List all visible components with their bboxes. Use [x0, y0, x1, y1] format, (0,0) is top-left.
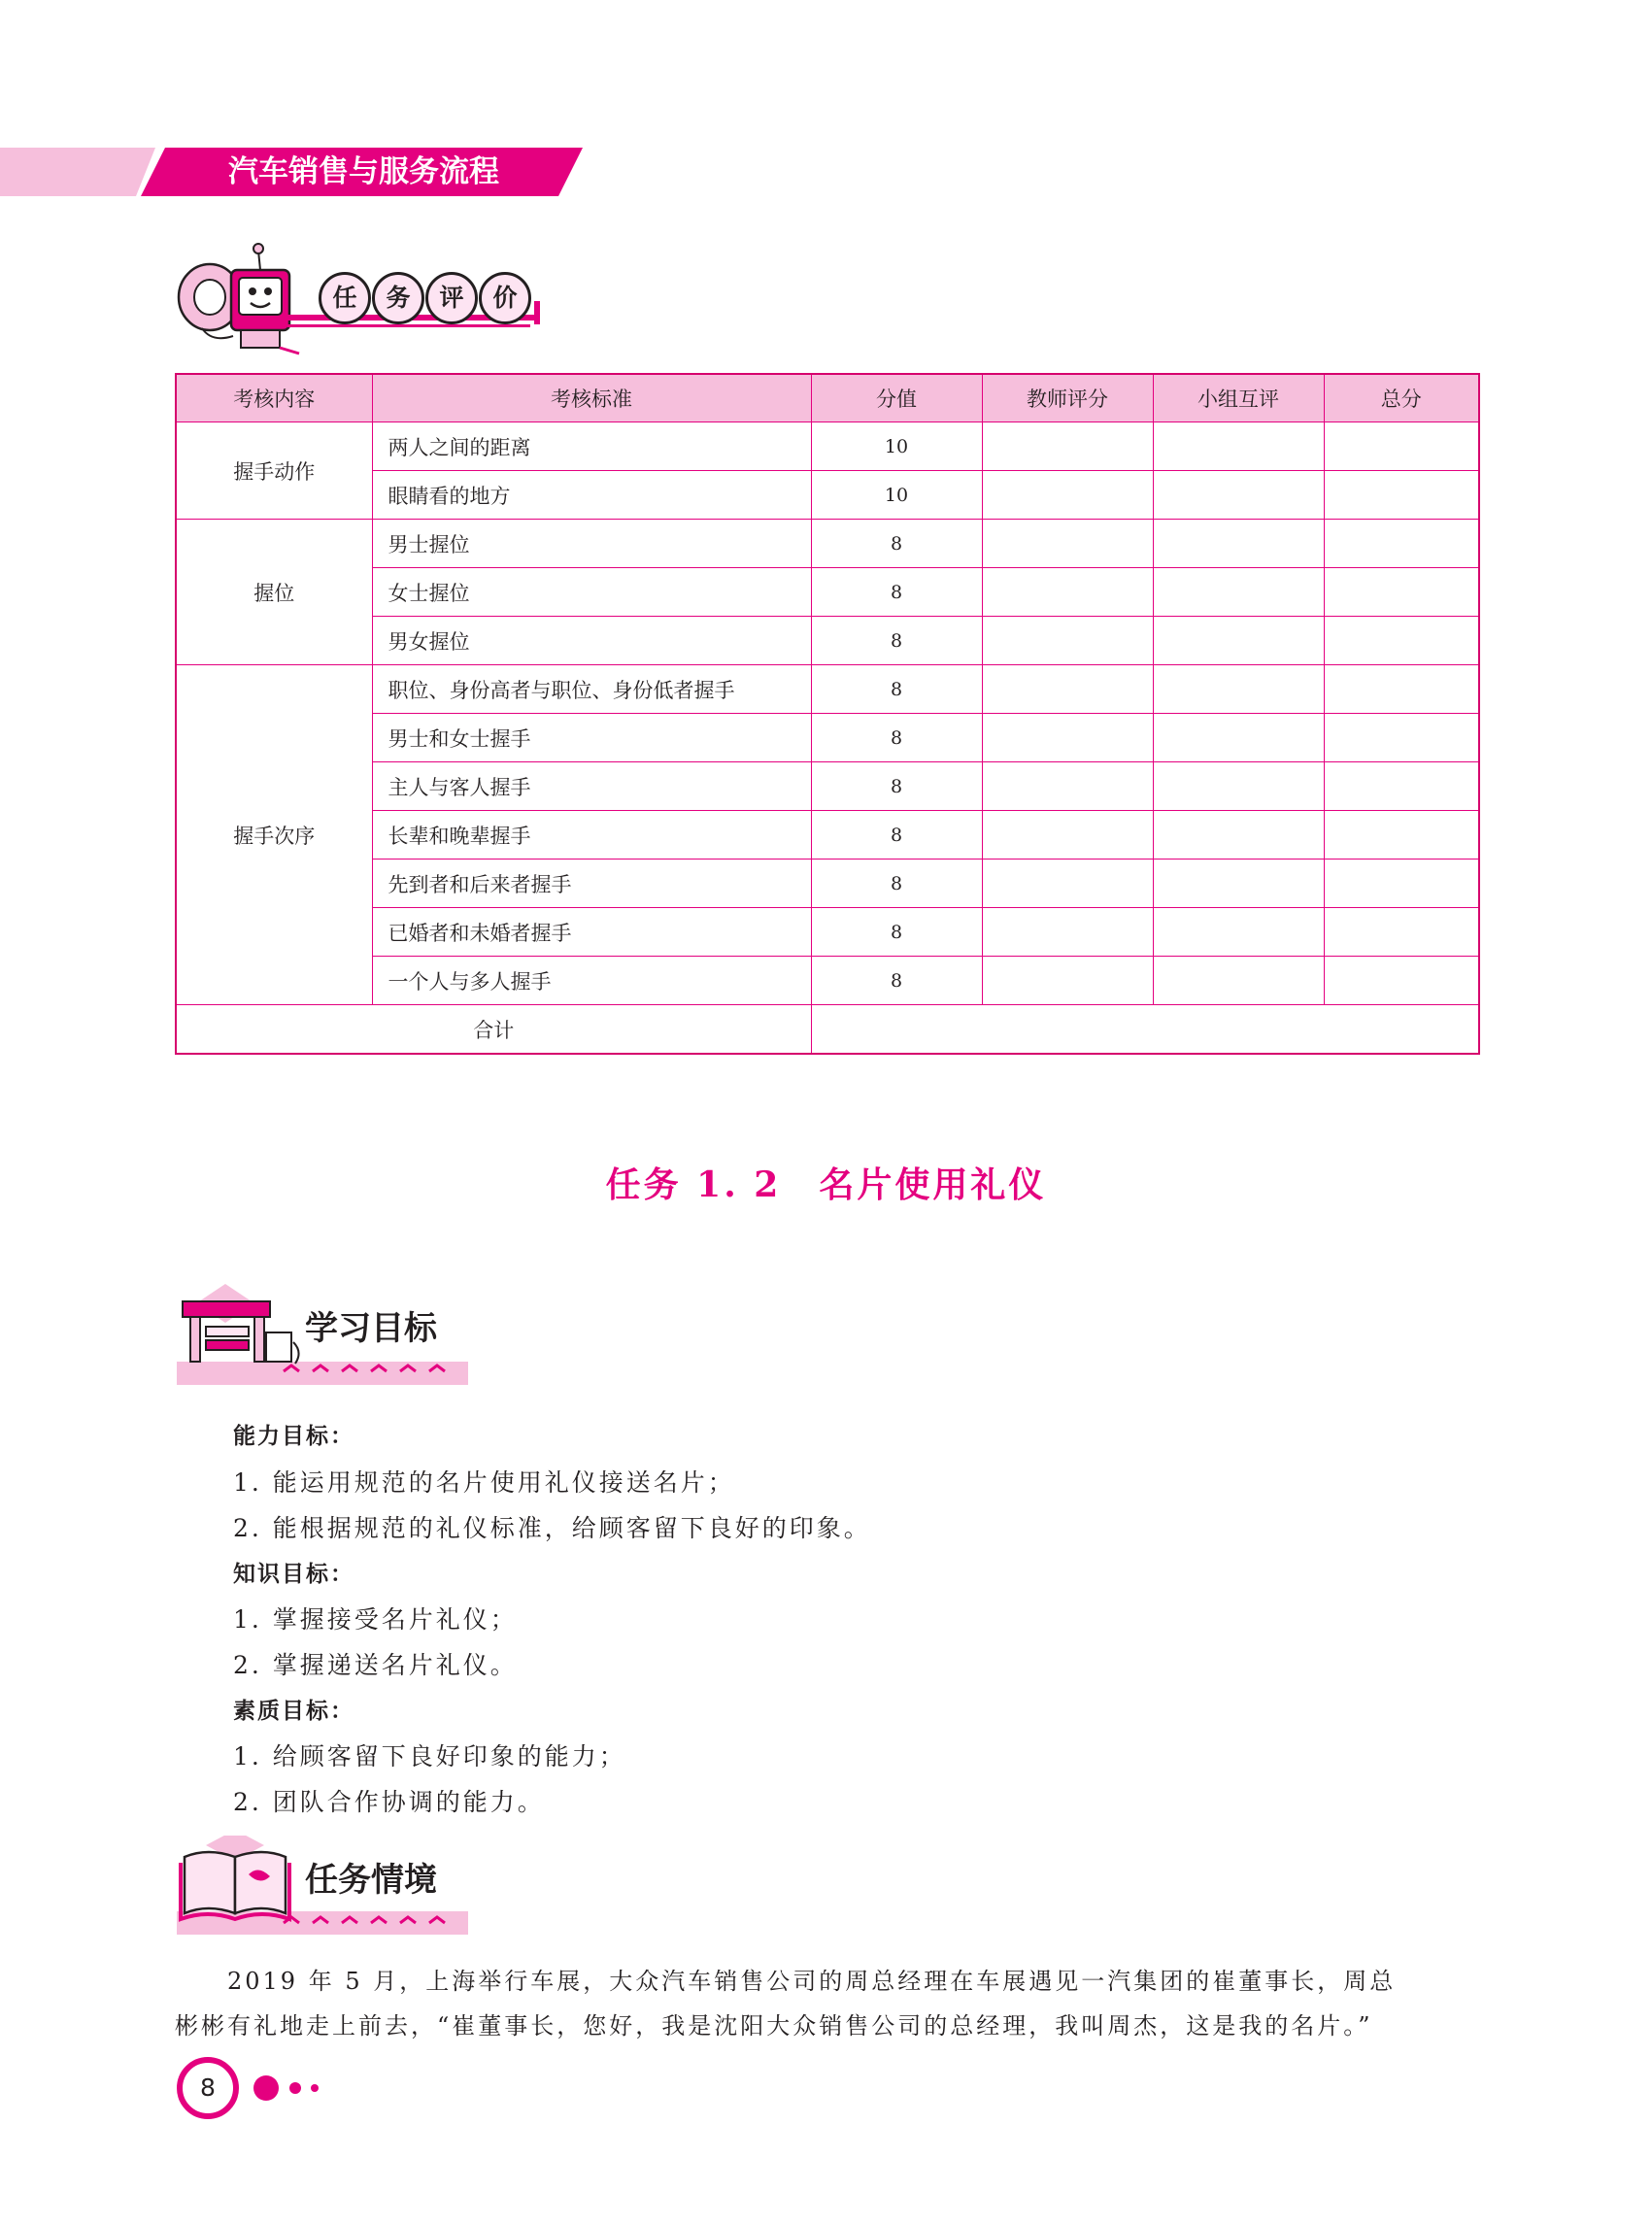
- objective-item: 2. 团队合作协调的能力。: [233, 1788, 545, 1816]
- category-cell: 握手动作: [176, 422, 372, 520]
- table-row: [176, 714, 1479, 762]
- objective-item: 1. 给顾客留下良好印象的能力；: [233, 1742, 626, 1770]
- peer-score-cell: [1153, 617, 1324, 665]
- objective-item: 1. 能运用规范的名片使用礼仪接送名片；: [233, 1468, 735, 1497]
- criterion-cell: 男士握位: [372, 520, 811, 568]
- robot-mascot-icon: [173, 241, 319, 357]
- score-cell: 8: [811, 811, 982, 860]
- badge-char-3: 评: [425, 272, 478, 324]
- scenario-paragraph-line: 2019 年 5 月，上海举行车展，大众汽车销售公司的周总经理在车展遇见一汽集团的崔董事长，周总: [175, 1968, 1397, 1995]
- column-header: 小组互评: [1153, 374, 1324, 422]
- badge-char-4: 价: [479, 272, 531, 324]
- column-header: 考核内容: [176, 374, 372, 422]
- page-dots-icon: [251, 2069, 328, 2107]
- table-row: [176, 908, 1479, 957]
- peer-score-cell: [1153, 422, 1324, 471]
- criterion-cell: 先到者和后来者握手: [372, 860, 811, 908]
- criterion-cell: 职位、身份高者与职位、身份低者握手: [372, 665, 811, 714]
- teacher-score-cell: [982, 714, 1153, 762]
- score-cell: 8: [811, 714, 982, 762]
- peer-score-cell: [1153, 471, 1324, 520]
- total-score-cell: [1324, 665, 1479, 714]
- table-row: [176, 957, 1479, 1005]
- teacher-score-cell: [982, 520, 1153, 568]
- criterion-cell: 一个人与多人握手: [372, 957, 811, 1005]
- table-row: [176, 617, 1479, 665]
- column-header: 总分: [1324, 374, 1479, 422]
- running-header-title: 汽车销售与服务流程: [228, 154, 499, 189]
- section-title: 任务 1. 2 名片使用礼仪: [605, 1164, 1047, 1205]
- objective-item: 2. 掌握递送名片礼仪。: [233, 1651, 518, 1679]
- total-score-cell: [1324, 957, 1479, 1005]
- table-row: [176, 422, 1479, 471]
- total-score-cell: [1324, 617, 1479, 665]
- column-header: 教师评分: [982, 374, 1153, 422]
- criterion-cell: 主人与客人握手: [372, 762, 811, 811]
- peer-score-cell: [1153, 860, 1324, 908]
- objective-item: 1. 掌握接受名片礼仪；: [233, 1605, 518, 1634]
- score-cell: 10: [811, 471, 982, 520]
- criterion-cell: 两人之间的距离: [372, 422, 811, 471]
- page-number: 8: [177, 2057, 239, 2119]
- total-score-cell: [1324, 811, 1479, 860]
- total-score-cell: [1324, 520, 1479, 568]
- teacher-score-cell: [982, 568, 1153, 617]
- peer-score-cell: [1153, 762, 1324, 811]
- column-header: 考核标准: [372, 374, 811, 422]
- badge-char-1: 任: [319, 272, 371, 324]
- criterion-cell: 长辈和晚辈握手: [372, 811, 811, 860]
- learning-objectives-heading: [177, 1284, 497, 1391]
- criterion-cell: 男女握位: [372, 617, 811, 665]
- total-score-cell: [1324, 471, 1479, 520]
- peer-score-cell: [1153, 520, 1324, 568]
- teacher-score-cell: [982, 422, 1153, 471]
- criterion-cell: 眼睛看的地方: [372, 471, 811, 520]
- objective-subheading: 知识目标：: [233, 1562, 354, 1587]
- objective-item: 2. 能根据规范的礼仪标准，给顾客留下良好的印象。: [233, 1514, 871, 1542]
- column-header: 分值: [811, 374, 982, 422]
- total-score-cell: [1324, 762, 1479, 811]
- badge-char-2: 务: [372, 272, 424, 324]
- peer-score-cell: [1153, 714, 1324, 762]
- table-row: [176, 762, 1479, 811]
- score-cell: 8: [811, 762, 982, 811]
- score-cell: 8: [811, 520, 982, 568]
- scenario-paragraph-line: 彬彬有礼地走上前去，“崔董事长，您好，我是沈阳大众销售公司的总经理，我叫周杰，这是我的名片。”: [175, 2012, 1373, 2040]
- teacher-score-cell: [982, 762, 1153, 811]
- score-cell: 8: [811, 908, 982, 957]
- learning-objectives-title: 学习目标: [305, 1309, 437, 1348]
- table-header-row: [176, 374, 1479, 422]
- score-cell: 8: [811, 568, 982, 617]
- teacher-score-cell: [982, 811, 1153, 860]
- peer-score-cell: [1153, 568, 1324, 617]
- task-evaluation-badge: [173, 241, 581, 357]
- score-cell: 8: [811, 665, 982, 714]
- total-value-cell: [811, 1005, 1479, 1055]
- table-row: [176, 665, 1479, 714]
- total-score-cell: [1324, 714, 1479, 762]
- teacher-score-cell: [982, 471, 1153, 520]
- table-row: [176, 811, 1479, 860]
- score-cell: 8: [811, 860, 982, 908]
- category-cell: 握手次序: [176, 665, 372, 1005]
- total-score-cell: [1324, 860, 1479, 908]
- task-scenario-title: 任务情境: [305, 1861, 437, 1900]
- criterion-cell: 男士和女士握手: [372, 714, 811, 762]
- total-label-cell: 合计: [176, 1005, 811, 1055]
- category-cell: 握位: [176, 520, 372, 665]
- score-cell: 8: [811, 957, 982, 1005]
- teacher-score-cell: [982, 860, 1153, 908]
- peer-score-cell: [1153, 665, 1324, 714]
- teacher-score-cell: [982, 957, 1153, 1005]
- peer-score-cell: [1153, 957, 1324, 1005]
- table-row: [176, 568, 1479, 617]
- table-row: [176, 860, 1479, 908]
- total-score-cell: [1324, 908, 1479, 957]
- total-score-cell: [1324, 568, 1479, 617]
- table-total-row: [176, 1005, 1479, 1055]
- task-scenario-heading: [177, 1836, 497, 1942]
- peer-score-cell: [1153, 908, 1324, 957]
- criterion-cell: 已婚者和未婚者握手: [372, 908, 811, 957]
- table-row: [176, 471, 1479, 520]
- total-score-cell: [1324, 422, 1479, 471]
- objective-subheading: 素质目标：: [233, 1699, 354, 1724]
- score-cell: 8: [811, 617, 982, 665]
- peer-score-cell: [1153, 811, 1324, 860]
- score-cell: 10: [811, 422, 982, 471]
- evaluation-table: [175, 373, 1480, 1055]
- teacher-score-cell: [982, 617, 1153, 665]
- teacher-score-cell: [982, 665, 1153, 714]
- table-row: [176, 520, 1479, 568]
- objective-subheading: 能力目标：: [233, 1424, 354, 1449]
- teacher-score-cell: [982, 908, 1153, 957]
- criterion-cell: 女士握位: [372, 568, 811, 617]
